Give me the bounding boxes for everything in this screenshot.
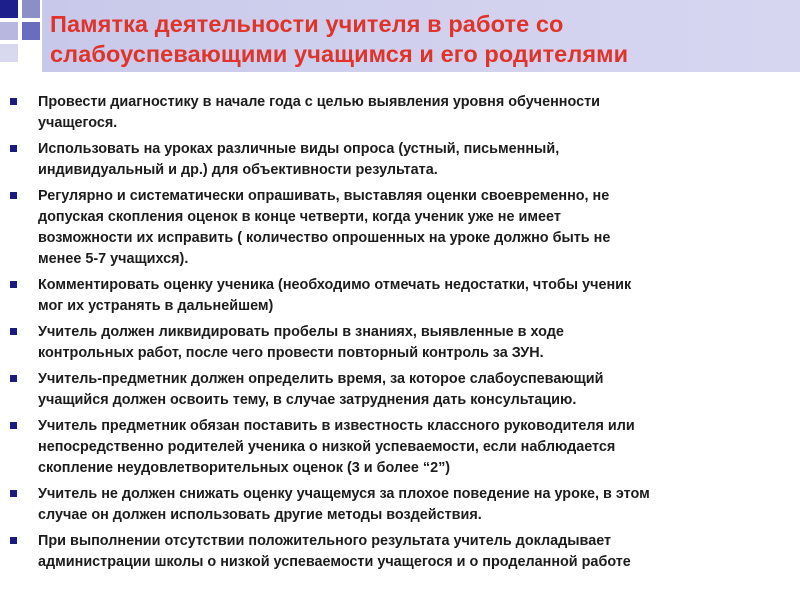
list-item <box>10 139 780 181</box>
list-item-text-line: Учитель не должен снижать оценку учащемуся за плохое поведение на уроке, в этом <box>38 486 650 502</box>
bullet-list <box>10 92 780 578</box>
decor-square <box>22 22 40 40</box>
list-item <box>10 275 780 317</box>
square-bullet-icon <box>10 145 17 152</box>
list-item-text-line: Регулярно и систематически опрашивать, выставляя оценки своевременно, не <box>38 188 610 204</box>
decor-square <box>0 22 18 40</box>
list-item <box>10 369 780 411</box>
list-item-text-line: мог их устранять в дальнейшем) <box>38 298 274 314</box>
list-item-text-line: допуская скопления оценок в конце четверти, когда ученик уже не имеет <box>38 209 561 225</box>
list-item-text-line: Учитель-предметник должен определить время, за которое слабоуспевающий <box>38 371 604 387</box>
list-item <box>10 531 780 573</box>
list-item <box>10 322 780 364</box>
list-item-text-line: Провести диагностику в начале года с целью выявления уровня обученности <box>38 94 600 110</box>
slide-title <box>50 9 790 69</box>
list-item-text-line: индивидуальный и др.) для объективности результата. <box>38 162 438 178</box>
slide-title-line-2: слабоуспевающими учащимся и его родителями <box>50 41 629 67</box>
list-item-text-line: Использовать на уроках различные виды опроса (устный, письменный, <box>38 141 560 157</box>
square-bullet-icon <box>10 328 17 335</box>
decor-square <box>0 44 18 62</box>
list-item-text-line: менее 5-7 учащихся). <box>38 251 189 267</box>
list-item <box>10 92 780 134</box>
list-item-text-line: непосредственно родителей ученика о низкой успеваемости, если наблюдается <box>38 439 616 455</box>
list-item <box>10 416 780 479</box>
list-item-text-line: учащийся должен освоить тему, в случае затруднения дать консультацию. <box>38 392 577 408</box>
list-item-text-line: администрации школы о низкой успеваемости учащегося и о проделанной работе <box>38 554 631 570</box>
slide-title-line-1: Памятка деятельности учителя в работе со <box>50 11 564 37</box>
decor-square <box>0 0 18 18</box>
decor-square <box>22 0 40 18</box>
list-item-text-line: случае он должен использовать другие методы воздействия. <box>38 507 482 523</box>
square-bullet-icon <box>10 375 17 382</box>
square-bullet-icon <box>10 422 17 429</box>
list-item <box>10 186 780 270</box>
square-bullet-icon <box>10 281 17 288</box>
square-bullet-icon <box>10 537 17 544</box>
square-bullet-icon <box>10 192 17 199</box>
corner-decoration <box>0 0 46 70</box>
list-item-text-line: учащегося. <box>38 115 118 131</box>
list-item-text-line: Комментировать оценку ученика (необходимо отмечать недостатки, чтобы ученик <box>38 277 632 293</box>
list-item-text-line: Учитель предметник обязан поставить в известность классного руководителя или <box>38 418 635 434</box>
list-item-text-line: скопление неудовлетворительных оценок (3 и более “2”) <box>38 460 451 476</box>
list-item-text-line: Учитель должен ликвидировать пробелы в знаниях, выявленные в ходе <box>38 324 564 340</box>
list-item-text-line: При выполнении отсутствии положительного результата учитель докладывает <box>38 533 612 549</box>
list-item-text-line: контрольных работ, после чего провести повторный контроль за ЗУН. <box>38 345 544 361</box>
list-item-text-line: возможности их исправить ( количество опрошенных на уроке должно быть не <box>38 230 611 246</box>
list-item <box>10 484 780 526</box>
square-bullet-icon <box>10 490 17 497</box>
square-bullet-icon <box>10 98 17 105</box>
